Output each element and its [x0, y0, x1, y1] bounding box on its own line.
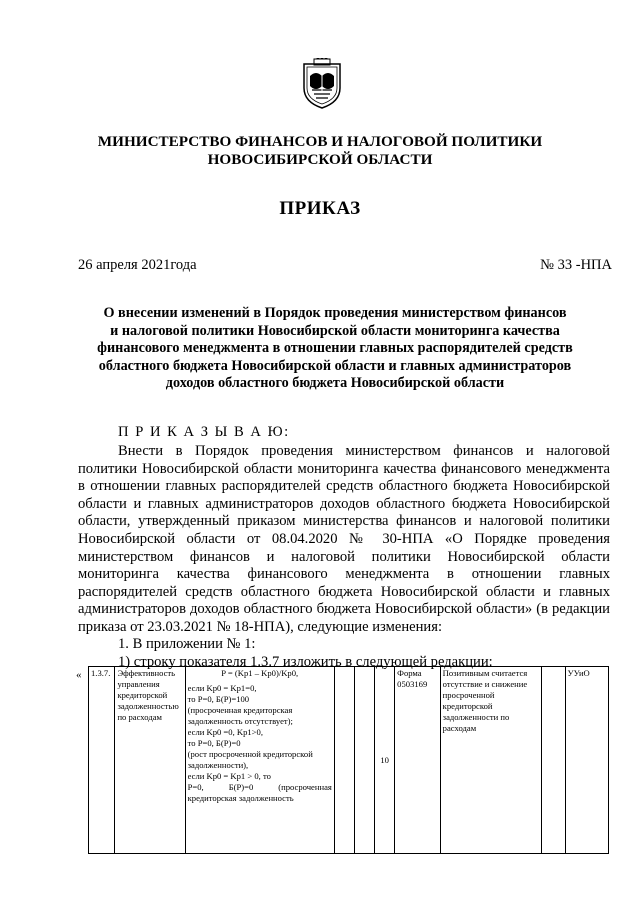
subject-line: и налоговой политики Новосибирской области мониторинга качества [110, 322, 560, 339]
document-type: ПРИКАЗ [279, 198, 361, 219]
formula-line: если Kp0 = Kp1 > 0, то [187, 771, 271, 781]
indicator-weight: 10 [375, 667, 395, 854]
ministry-title [0, 133, 640, 169]
order-word: П Р И К А З Ы В А Ю: [118, 424, 290, 440]
formula-line: P=0, Б(P)=0 (просроченная кредиторская задолженность [187, 782, 332, 803]
formula-line: то P=0, Б(P)=100 [187, 694, 250, 704]
document-date: 26 апреля 2021года [78, 257, 197, 273]
empty-cell [354, 667, 374, 854]
formula-line: если Kp0 =0, Kp1>0, [187, 727, 263, 737]
formula-head: P = (Kp1 – Kp0)/Kp0, [221, 668, 299, 678]
indicator-table [88, 666, 609, 854]
indicator-responsible: УУиО [565, 667, 608, 854]
subject-line: финансового менеджмента в отношении главных распорядителей средств [97, 340, 573, 356]
ministry-title-line1: МИНИСТЕРСТВО ФИНАНСОВ И НАЛОГОВОЙ ПОЛИТИКИ [97, 133, 543, 150]
subject-line: областного бюджета Новосибирской области и главных администраторов [98, 357, 572, 374]
subject-line: О внесении изменений в Порядок проведения министерством финансов [103, 305, 567, 321]
formula-line: (рост просроченной кредиторской задолженности), [187, 749, 313, 770]
coat-of-arms-icon [300, 58, 344, 110]
formula-line: то P=0, Б(P)=0 [187, 738, 241, 748]
order-subitem: 1) строку показателя 1.3.7 изложить в следующей редакции: [118, 654, 493, 670]
indicator-source: Форма 0503169 [395, 667, 441, 854]
indicator-comment: Позитивным считается отсутствие и снижение просроченной кредиторской задолженности по расходам [440, 667, 542, 854]
document-number: № 33 -НПА [540, 257, 612, 273]
opening-quote: « [76, 669, 82, 681]
empty-cell [542, 667, 565, 854]
order-item: 1. В приложении № 1: [118, 636, 256, 652]
order-paragraph: Внести в Порядок проведения министерством финансов и налоговой политики Новосибирской области мониторинга качества финансового менеджмента в отношении главных распорядителей средств областного бюджета Новосибирской области и главных администраторов доходов областного бюджета Новосибирской области, утвержденный приказом министерства финансов и налоговой политики Новосибирской области от 08.04.2020 № 30-НПА «О Порядке проведения министерством финансов и налоговой политики Новосибирской области мониторинга качества финансового менеджмента в отношении главных распорядителей средств областного бюджета Новосибирской области и главных администраторов доходов областного бюджета Новосибирской области» (в редакции приказа от 23.03.2021 № 18-НПА), следующие изменения: [78, 443, 610, 635]
formula-line: (просроченная кредиторская задолженность отсутствует); [187, 705, 293, 726]
ministry-title-line2: НОВОСИБИРСКОЙ ОБЛАСТИ [207, 151, 433, 168]
indicator-code: 1.3.7. [89, 667, 115, 854]
indicator-name: Эффективность управления кредиторской задолженностью по расходам [115, 667, 185, 854]
indicator-formula [185, 667, 334, 854]
empty-cell [334, 667, 354, 854]
subject-line: доходов областного бюджета Новосибирской области [165, 375, 505, 391]
formula-line: если Kp0 = Kp1=0, [187, 683, 257, 693]
document-subject [70, 305, 600, 393]
table-row [89, 667, 609, 854]
